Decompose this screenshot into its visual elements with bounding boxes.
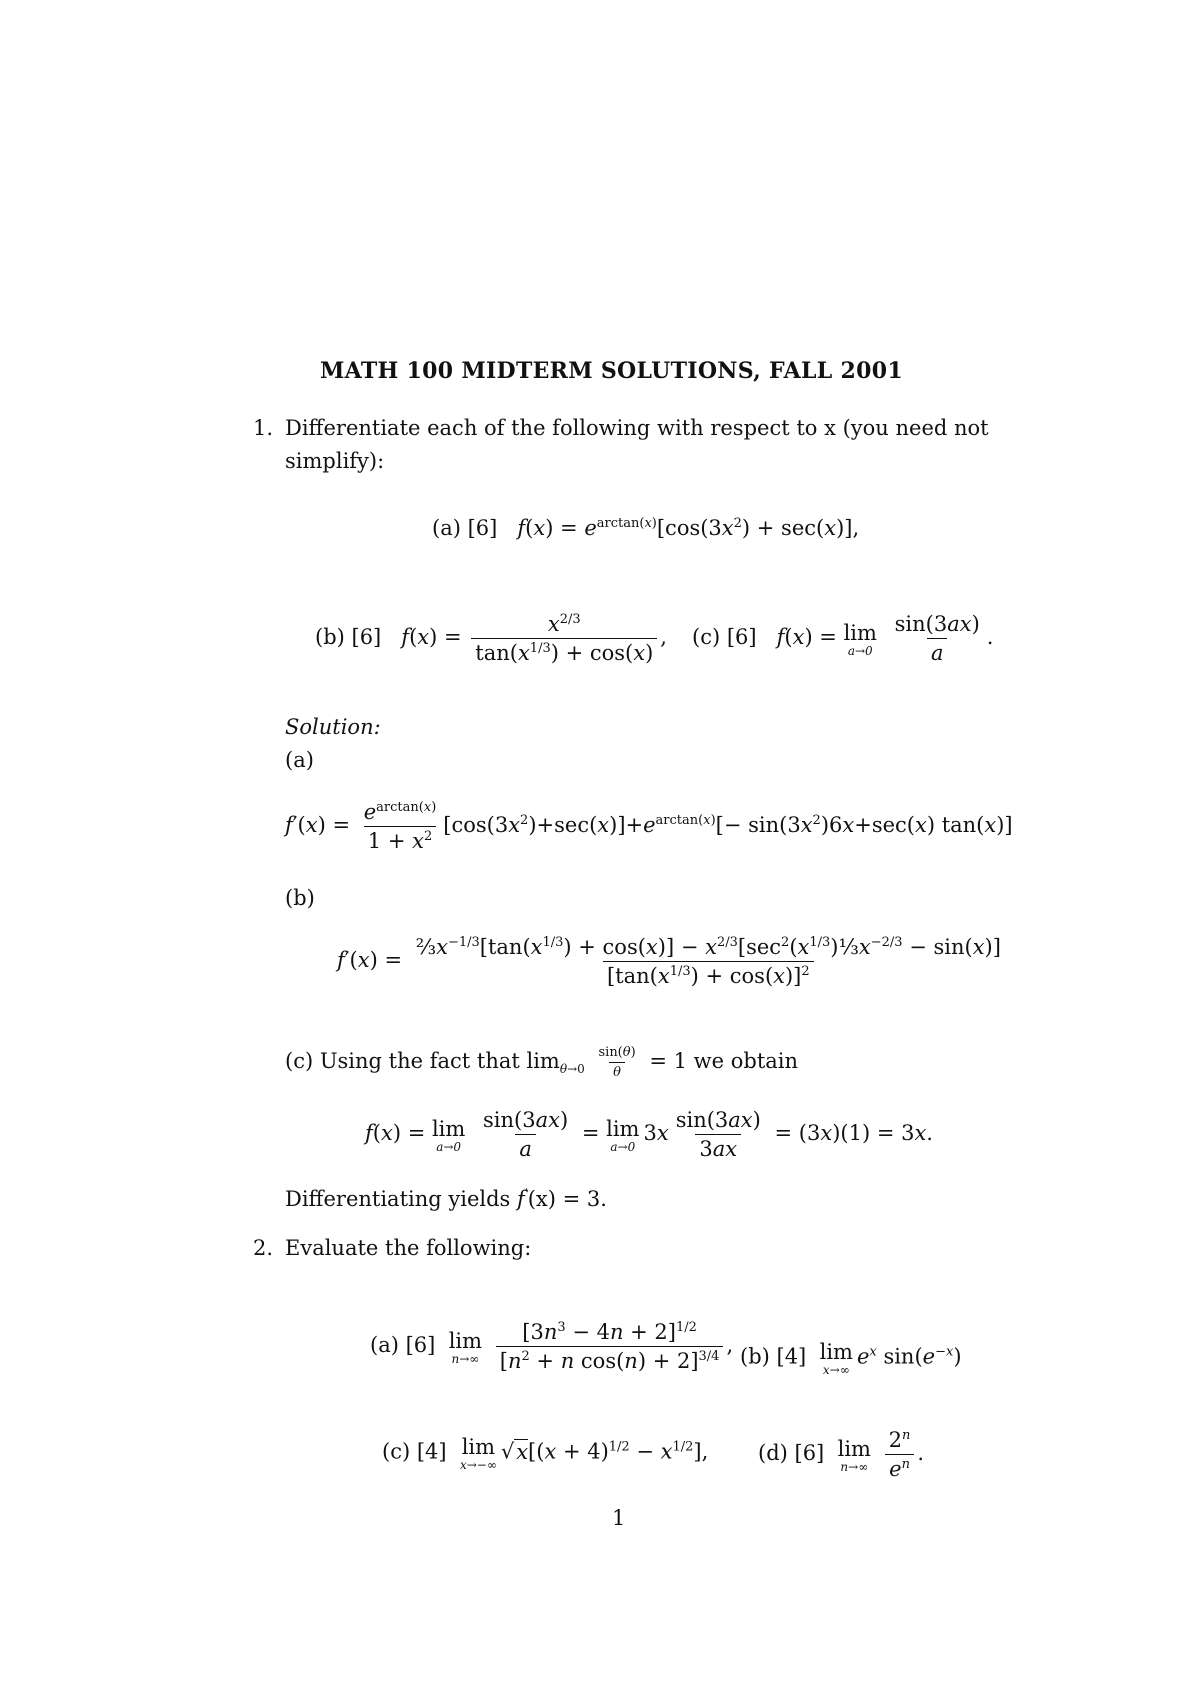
- diff-result: (x) = 3.: [527, 1187, 607, 1211]
- solution-a-label: (a): [285, 748, 314, 772]
- q2d-label: (d) [6]: [758, 1441, 825, 1465]
- q1-prompt-line2: simplify):: [285, 449, 385, 473]
- page-number: 1: [612, 1506, 626, 1530]
- q2c-equation: (c) [4] lim x→−∞ $√x[(x + 4)^{1/2} - x^{1/2}]$,: [382, 1435, 709, 1472]
- q1a-label: (a) [6]: [432, 516, 498, 540]
- solution-b-equation: f′(x) = $\frac{\frac{2}{3}x^{-1/3}[\tan(x^{1/3}) + \cos(x)] - x^{2/3}[\sec^2(x^{1/3})\frac{1}{3}x^{-2/3} - \sin(x)]}{[\tan(x^{1/3}) + \cos(x)]^2}$: [337, 935, 1001, 988]
- q1c-equation: (c) [6] f(x) = lim a→0 $\frac{\sin(3ax)}{a}$ .: [692, 612, 994, 665]
- q1-number: 1.: [253, 416, 274, 440]
- solution-c-equation: f(x) = lim a→0 $\frac{\sin(3ax)}{a}$ = lim a→0 3x $\frac{\sin(3ax)}{3ax}$ = (3x)(1) = 3x.: [365, 1108, 933, 1161]
- q2b-equation: (b) [4] lim x→∞ $e^x$ $\sin(e^{-x})$: [740, 1340, 962, 1377]
- q2c-label: (c) [4]: [382, 1439, 447, 1464]
- q2-prompt: Evaluate the following:: [285, 1236, 532, 1260]
- page-title: MATH 100 MIDTERM SOLUTIONS, FALL 2001: [320, 358, 903, 384]
- q1-prompt-line1: Differentiate each of the following with respect to x (you need not: [285, 416, 989, 440]
- q1b-fraction: $\frac{x^{2/3}}{\tan(x^{1/3}) + \cos(x)}$: [471, 612, 657, 665]
- diff-yields-text: Differentiating yields: [285, 1187, 511, 1211]
- q2b-label: (b) [4]: [740, 1344, 807, 1369]
- solution-c-text: (c) Using the fact that: [285, 1049, 520, 1073]
- q2a-equation: (a) [6] lim n→∞ $\frac{[3n^3 - 4n + 2]^{1/2}}{[n^2 + n \cos(n) + 2]^{3/4}}$ ,: [370, 1320, 734, 1373]
- solution-b-label: (b): [285, 886, 315, 910]
- solution-a-equation: f′(x) = $\frac{e^{arctan(x)}}{1 + x^2}$ $[\cos(3x^2)+\sec(x)]+e^{arctan(x)}[- \sin(3x^2)6x+\sec(x)$ tan(x)]: [285, 800, 1013, 853]
- q1a-equation: (a) [6] $f(x) = e^{arctan(x)}[\cos(3x^2) + \sec(x)]$,: [432, 516, 860, 540]
- q1c-label: (c) [6]: [692, 625, 757, 649]
- q2-number: 2.: [253, 1236, 274, 1260]
- solution-label: Solution:: [285, 715, 381, 739]
- differentiating-yields: Differentiating yields f′(x) = 3.: [285, 1187, 607, 1211]
- solution-c-intro: (c) Using the fact that $\lim_{\theta\to 0}$ $\frac{\sin(\theta)}{\theta}$ = 1 we obtain: [285, 1045, 799, 1080]
- q1b-label: (b) [6]: [315, 625, 382, 649]
- q2d-equation: (d) [6] lim n→∞ $\frac{2^n}{e^n}$ .: [758, 1428, 925, 1481]
- q2a-label: (a) [6]: [370, 1333, 436, 1357]
- solution-c-text2: = 1 we obtain: [649, 1049, 799, 1073]
- q1b-equation: (b) [6] f(x) = $\frac{x^{2/3}}{\tan(x^{1/3}) + \cos(x)}$ ,: [315, 612, 667, 665]
